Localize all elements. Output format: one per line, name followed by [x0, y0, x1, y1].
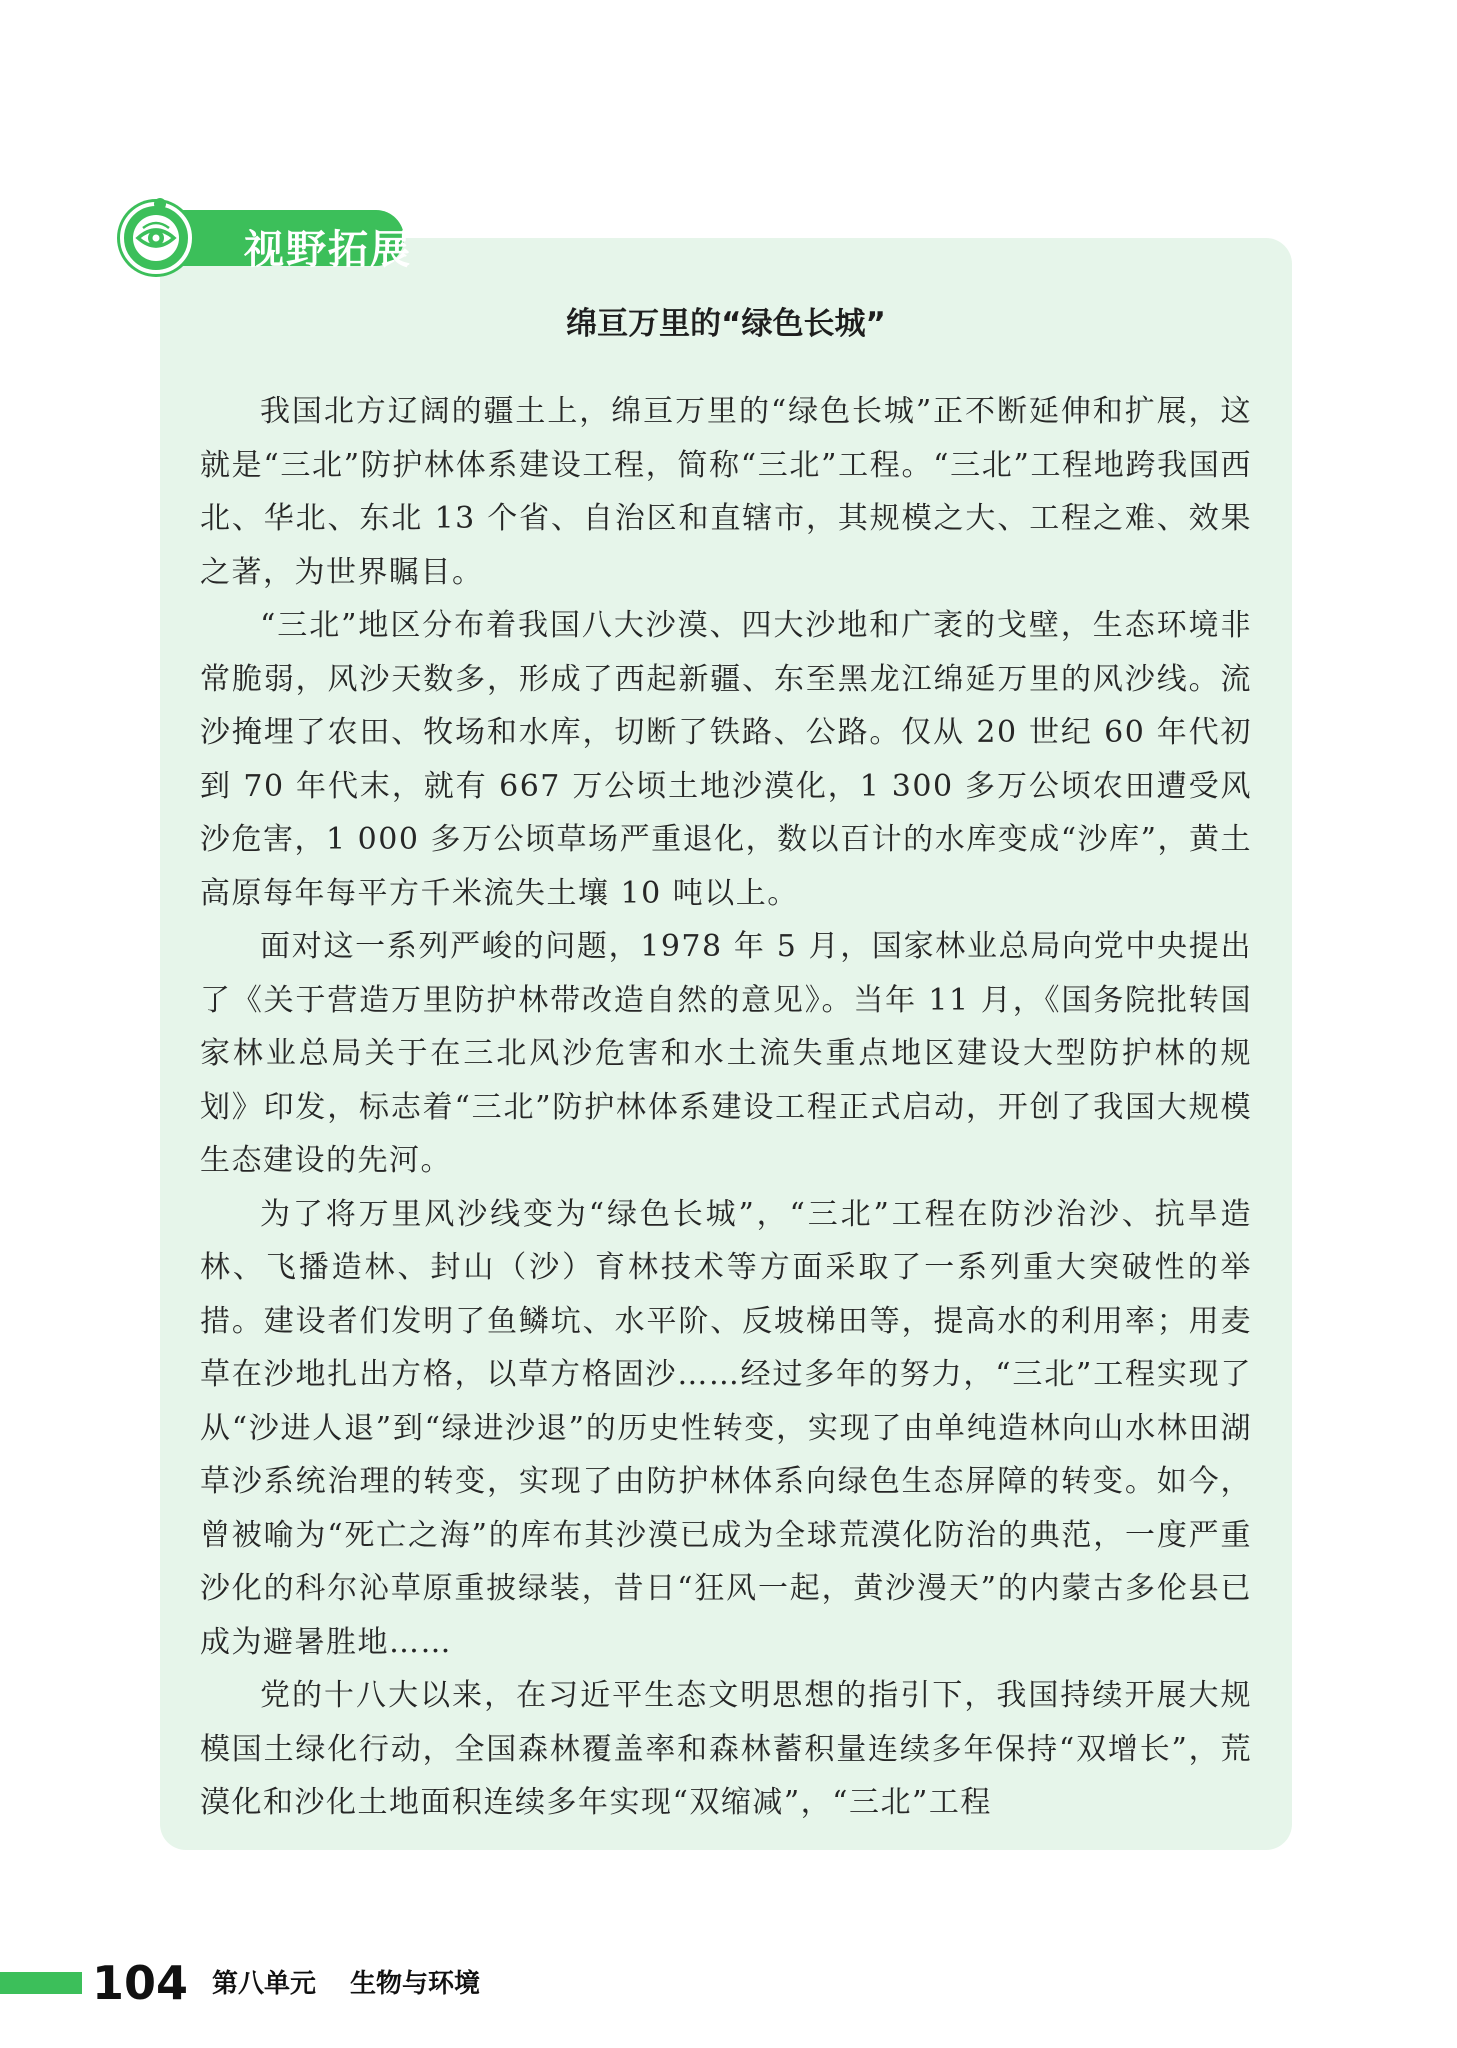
footer-unit: 第八单元 [212, 1969, 317, 1999]
badge-circle [120, 202, 192, 274]
footer-topic: 生物与环境 [350, 1969, 481, 1999]
section-badge [120, 198, 412, 278]
panel-title: 绵亘万里的“绿色长城” [566, 306, 886, 342]
paragraph-1: 我国北方辽阔的疆土上，绵亘万里的“绿色长城”正不断延伸和扩展，这就是“三北”防护林体系建设工程，简称“三北”工程。“三北”工程地跨我国西北、华北、东北 13 个省、自治区和直辖市，其规模之大、工程之难、效果之著，为世界瞩目。 [200, 394, 1252, 590]
page-number: 104 [92, 1956, 189, 2010]
reading-panel [160, 238, 1292, 1850]
badge-label: 视野拓展 [244, 227, 412, 273]
eye-icon [133, 215, 179, 261]
paragraph-3: 面对这一系列严峻的问题，1978 年 5 月，国家林业总局向党中央提出了《关于营造万里防护林带改造自然的意见》。当年 11 月，《国务院批转国家林业总局关于在三北风沙危害和水土流失重点地区建设大型防护林的规划》印发，标志着“三北”防护林体系建设工程正式启动，开创了我国大规模生态建设的先河。 [200, 929, 1252, 1178]
paragraph-5: 党的十八大以来，在习近平生态文明思想的指引下，我国持续开展大规模国土绿化行动，全国森林覆盖率和森林蓄积量连续多年保持“双增长”，荒漠化和沙化土地面积连续多年实现“双缩减”，“三北”工程 [200, 1678, 1252, 1820]
badge-circle-inner [133, 215, 179, 261]
paragraph-4: 为了将万里风沙线变为“绿色长城”，“三北”工程在防沙治沙、抗旱造林、飞播造林、封山（沙）育林技术等方面采取了一系列重大突破性的举措。建设者们发明了鱼鳞坑、水平阶、反坡梯田等，提高水的利用率；用麦草在沙地扎出方格，以草方格固沙……经过多年的努力，“三北”工程实现了从“沙进人退”到“绿进沙退”的历史性转变，实现了由单纯造林向山水林田湖草沙系统治理的转变，实现了由防护林体系向绿色生态屏障的转变。如今，曾被喻为“死亡之海”的库布其沙漠已成为全球荒漠化防治的典范，一度严重沙化的科尔沁草原重披绿装，昔日“狂风一起，黄沙漫天”的内蒙古多伦县已成为避暑胜地…… [200, 1196, 1252, 1660]
footer-accent-bar [0, 1972, 82, 1994]
panel-body [200, 385, 1252, 1830]
paragraph-2: “三北”地区分布着我国八大沙漠、四大沙地和广袤的戈壁，生态环境非常脆弱，风沙天数多，形成了西起新疆、东至黑龙江绵延万里的风沙线。流沙掩埋了农田、牧场和水库，切断了铁路、公路。仅从 20 世纪 60 年代初到 70 年代末，就有 667 万公顷土地沙漠化，1 300 多万公顷农田遭受风沙危害，1 000 多万公顷草场严重退化，数以百计的水库变成“沙库”，黄土高原每年每平方千米流失土壤 10 吨以上。 [200, 608, 1252, 911]
badge-knob [154, 198, 166, 210]
